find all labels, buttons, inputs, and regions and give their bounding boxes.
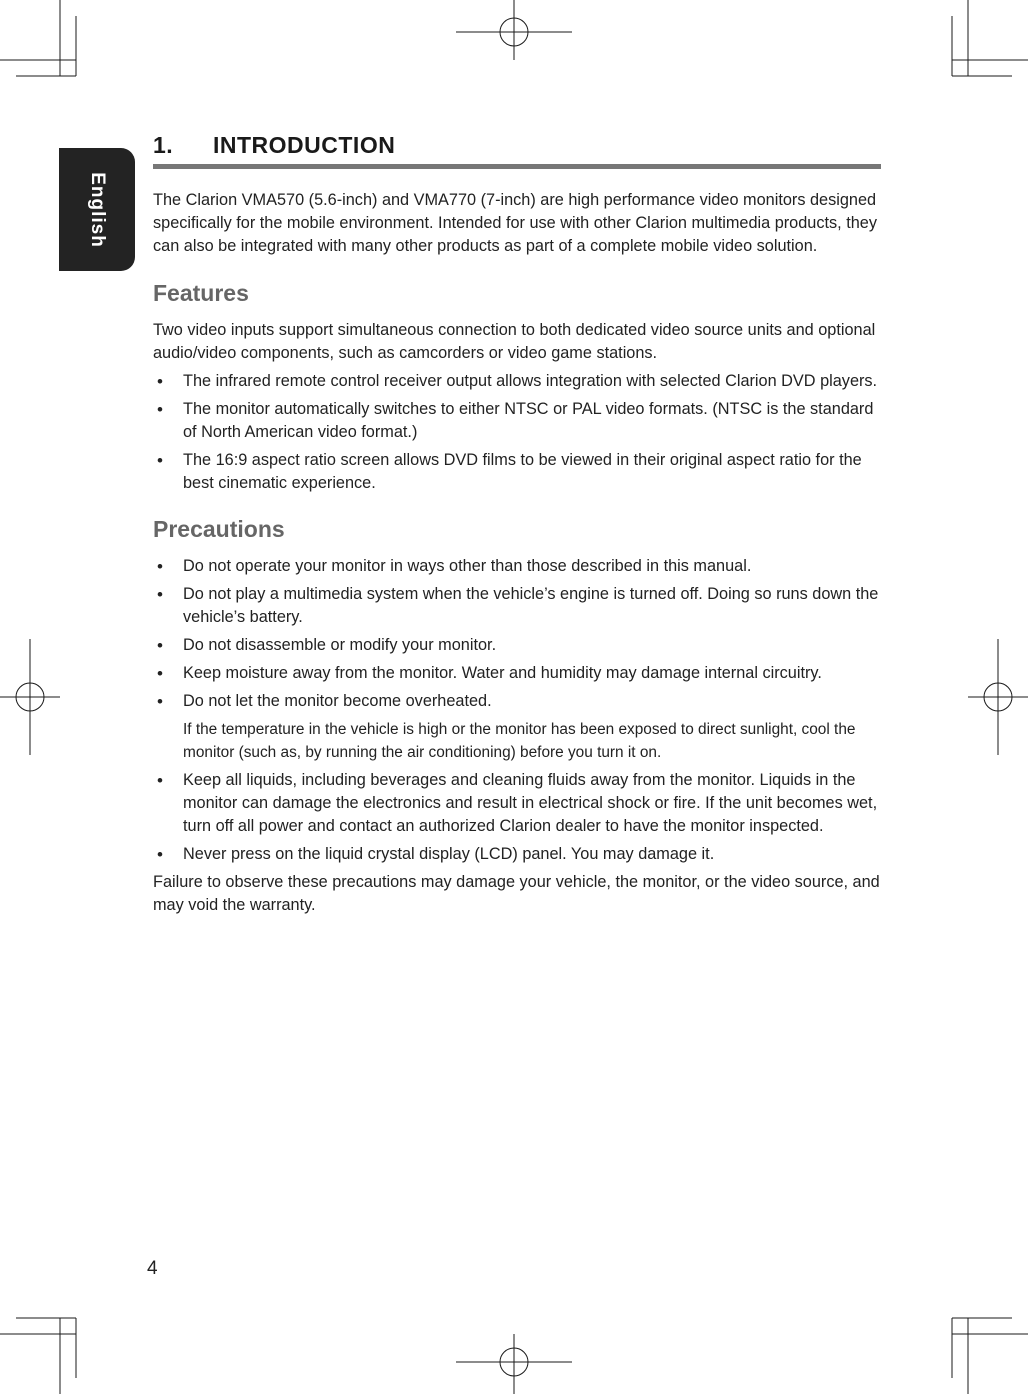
list-item: • Do not let the monitor become overheated. [157, 692, 492, 711]
chapter-heading [153, 132, 881, 164]
bullet-icon: • [157, 585, 163, 604]
chapter-title: INTRODUCTION [213, 132, 396, 158]
bullet-icon: • [157, 400, 163, 419]
page-content [153, 132, 881, 917]
precautions-list-continued [153, 769, 881, 866]
bullet-icon: • [157, 771, 163, 790]
list-item: • Keep all liquids, including beverages and cleaning fluids away from the monitor. Liquids in the monitor can damage the electronics and result in electrical shock or fire. If the unit becomes wet, turn off all power and contact an authorized Clarion dealer to have the monitor inspected. [157, 771, 878, 835]
bullet-icon: • [157, 451, 163, 470]
list-item: • Do not disassemble or modify your monitor. [157, 636, 497, 655]
list-item: • The 16:9 aspect ratio screen allows DVD films to be viewed in their original aspect ratio for the best cinematic experience. [157, 451, 862, 492]
chapter-rule [153, 164, 881, 169]
bullet-icon: • [157, 636, 163, 655]
list-item: • Do not operate your monitor in ways other than those described in this manual. [157, 557, 752, 576]
intro-paragraph: The Clarion VMA570 (5.6-inch) and VMA770 (7-inch) are high performance video monitors designed specifically for the mobile environment. Intended for use with other Clarion multimedia products, they can also be integrated with many other products as part of a complete mobile video solution. [153, 191, 877, 255]
list-item: • Never press on the liquid crystal display (LCD) panel. You may damage it. [157, 845, 715, 864]
bullet-icon: • [157, 845, 163, 864]
features-heading: Features [153, 280, 249, 306]
precautions-list [153, 555, 881, 713]
page-number: 4 [147, 1258, 158, 1279]
language-tab-label: English [87, 171, 108, 248]
features-intro: Two video inputs support simultaneous connection to both dedicated video source units and optional audio/video components, such as camcorders or video game stations. [153, 321, 876, 362]
bullet-icon: • [157, 557, 163, 576]
precautions-heading: Precautions [153, 516, 285, 542]
bullet-icon: • [157, 692, 163, 711]
list-item: • Keep moisture away from the monitor. Water and humidity may damage internal circuitry. [157, 664, 822, 683]
chapter-number: 1. [153, 132, 174, 158]
closing-paragraph: Failure to observe these precautions may damage your vehicle, the monitor, or the video source, and may void the warranty. [153, 873, 880, 914]
list-item: • The infrared remote control receiver output allows integration with selected Clarion DVD players. [157, 372, 878, 391]
bullet-icon: • [157, 664, 163, 683]
list-item: • The monitor automatically switches to either NTSC or PAL video formats. (NTSC is the standard of North American video format.) [157, 400, 874, 441]
language-tab [59, 148, 135, 271]
list-item: • Do not play a multimedia system when the vehicle’s engine is turned off. Doing so runs down the vehicle’s battery. [157, 585, 879, 626]
overheat-note: If the temperature in the vehicle is high or the monitor has been exposed to direct sunlight, cool the monitor (such as, by running the air conditioning) before you turn it on. [183, 721, 856, 761]
features-list [153, 370, 881, 495]
bullet-icon: • [157, 372, 163, 391]
